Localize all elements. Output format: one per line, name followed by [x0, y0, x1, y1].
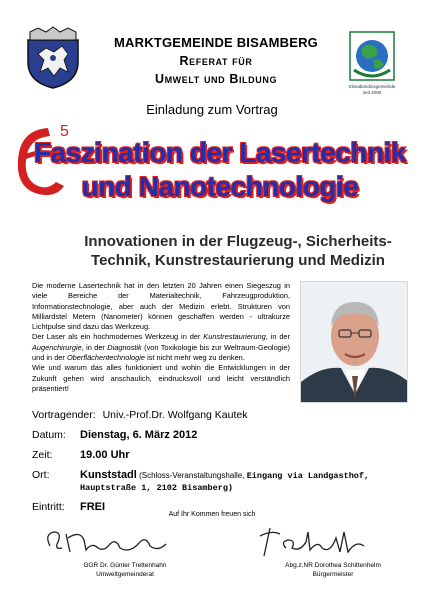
venue-address: Hauptstraße 1, 2102 Bisamberg) — [80, 483, 234, 493]
venue-entrance: Eingang via Landgasthof, — [246, 471, 370, 481]
time-label: Zeit: — [32, 449, 53, 461]
signature-right — [240, 524, 410, 560]
subtitle-line1: Innovationen in der Flugzeug-, Sicherheits- — [84, 233, 392, 250]
signer-left-name: GGR Dr. Günter Trettenhahn — [83, 562, 167, 569]
department-line1: Referat für — [179, 54, 253, 68]
department-line2: Umwelt und Bildung — [154, 72, 278, 86]
signer-left-role: Umweltgemeinderat — [96, 570, 154, 578]
title-line1: Faszination der Lasertechnik — [34, 137, 406, 168]
time-value: 19.00 Uhr — [80, 449, 130, 461]
entry-label: Eintritt: — [32, 501, 65, 513]
description-paragraph: Der Laser als ein hochmodernes Werkzeug in der Kunstrestaurierung, in der Augenchirurgie, in der Diagnostik (von Toxikologie bis zur Weltraum-Geologie) und in der Oberflächentechnologie ist nicht mehr weg zu denken. — [32, 332, 290, 363]
entry-value: FREI — [80, 501, 106, 513]
signer-left — [40, 562, 210, 579]
date-value: Dienstag, 6. März 2012 — [80, 429, 198, 441]
climate-caption: Klimabündnisgemeinde seit 2000 — [348, 84, 396, 95]
signer-right-name: Abg.z.NR Dorothea Schittenhelm — [285, 562, 381, 569]
welcome-line: Auf Ihr Kommen freuen sich — [168, 511, 256, 518]
title-line2: und Nanotechnologie — [81, 171, 359, 202]
signer-right — [248, 562, 418, 579]
signature-left — [40, 524, 210, 560]
logo-mark-text: 5 — [60, 123, 69, 140]
bisamberg-coat-of-arms-icon — [24, 26, 82, 90]
description-paragraph: Die moderne Lasertechnik hat in den letzten 20 Jahren einen Siegeszug in viele Bereiche der Materialtechnik, Fahrzeugproduktion, Informationstechnologie, aber auch der Medizin erlebt. Strukturen von Milliardstel Metern (Nanometer) können geschaffen werden - ultrakurze Lichtpulse sind dazu das Werkzeug. — [32, 281, 290, 332]
invitation-line: Einladung zum Vortrag — [146, 102, 278, 117]
speaker-name: Univ.-Prof.Dr. Wolfgang Kautek — [102, 409, 248, 421]
speaker-label: Vortragender: — [32, 409, 96, 421]
event-title — [30, 136, 410, 204]
climate-alliance-logo — [340, 30, 404, 96]
place-label: Ort: — [32, 469, 50, 481]
description-text — [32, 281, 290, 394]
venue-name: Kunststadl — [80, 469, 137, 481]
speaker-photo — [300, 281, 408, 403]
climate-alliance-globe-icon — [340, 30, 404, 84]
venue-detail: (Schloss-Veranstaltungshalle, — [136, 471, 247, 480]
municipality-name: MARKTGEMEINDE BISAMBERG — [114, 35, 318, 50]
subtitle-line2: Technik, Kunstrestaurierung und Medizin — [91, 252, 385, 269]
organization-header — [96, 34, 336, 88]
date-label: Datum: — [32, 429, 66, 441]
signer-right-role: Bürgermeister — [312, 570, 354, 578]
description-paragraph: Wie und warum das alles funktioniert und wohin die Entwicklungen in der Zukunft gehen wird anschaulich, eindrucksvoll und leicht verständlich präsentiert! — [32, 363, 290, 393]
event-subtitle — [60, 232, 416, 270]
